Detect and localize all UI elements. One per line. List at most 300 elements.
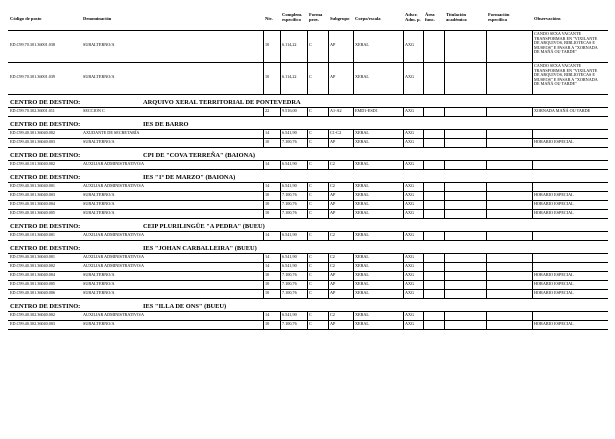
row-denominacion: SUBALTERNO/A — [83, 139, 115, 144]
row-complemento: 6.541,90 — [282, 161, 297, 166]
centro-heading — [8, 150, 608, 160]
column-divider — [403, 263, 404, 271]
row-niv: 10 — [265, 192, 270, 197]
column-divider — [280, 161, 281, 169]
row-subgrupo: C2 — [330, 161, 335, 166]
column-divider — [280, 31, 281, 62]
column-divider — [423, 263, 424, 271]
table-row — [8, 63, 608, 94]
column-divider — [486, 272, 487, 280]
column-divider — [280, 201, 281, 209]
column-divider — [444, 201, 445, 209]
row-rule — [8, 94, 608, 95]
column-divider — [486, 130, 487, 138]
row-forma-prov: C — [309, 201, 312, 206]
header-corpo-escala: Corpo/escala — [355, 16, 381, 21]
row-observacions: CANDO SEXA VACANTE TRANSFORMAR EN "VIXILANTE DE ARQUIVOS, BIBLIOTECAS E MUSEOS" E PASAR A "XORNADA DE MAÑÁ OU TARDE" — [534, 63, 598, 87]
column-divider — [328, 321, 329, 329]
column-divider — [280, 263, 281, 271]
header-codigo: Código de posto — [10, 16, 42, 21]
column-divider — [403, 31, 404, 62]
column-divider — [263, 130, 264, 138]
centro-name: CPI DE "COVA TERREÑA" (BAIONA) — [143, 152, 255, 159]
row-adscr-adm: AXG — [405, 42, 415, 47]
column-divider — [263, 290, 264, 298]
row-adscr-adm: AXG — [405, 281, 415, 286]
row-complemento: 6.114,22 — [282, 42, 297, 47]
row-complemento: 7.100,76 — [282, 192, 297, 197]
row-rule — [8, 240, 608, 241]
row-observacions: HORARIO ESPECIAL — [534, 290, 574, 295]
column-divider — [532, 108, 533, 116]
row-codigo: ED.C99.40.301.36040.004 — [10, 201, 56, 206]
header-complemento: Complem. específico — [282, 12, 303, 22]
column-divider — [423, 31, 424, 62]
table-row — [8, 108, 608, 116]
row-denominacion: SUBALTERNO/A — [83, 192, 115, 197]
row-forma-prov: C — [309, 161, 312, 166]
column-divider — [263, 183, 264, 191]
row-adscr-adm: AXG — [405, 312, 415, 317]
row-denominacion: SECCION C — [83, 108, 105, 113]
centro-heading — [8, 243, 608, 253]
table-row — [8, 201, 608, 209]
column-divider — [403, 130, 404, 138]
header-subgrupo: Subgrupo — [330, 16, 350, 21]
column-divider — [403, 183, 404, 191]
column-divider — [263, 210, 264, 218]
row-rule — [8, 116, 608, 117]
row-denominacion: AUXILIAR ADMINISTRATIVO/A — [83, 254, 145, 259]
column-divider — [328, 232, 329, 240]
column-divider — [444, 232, 445, 240]
column-divider — [403, 272, 404, 280]
column-divider — [532, 254, 533, 262]
column-divider — [444, 272, 445, 280]
column-divider — [486, 31, 487, 62]
centro-name: IES "JOHAN CARBALLEIRA" (BUEU) — [143, 245, 257, 252]
row-denominacion: AUXILIAR ADMINISTRATIVO/A — [83, 232, 145, 237]
column-divider — [328, 254, 329, 262]
row-forma-prov: C — [309, 210, 312, 215]
row-complemento: 7.100,76 — [282, 272, 297, 277]
centro-heading — [8, 221, 608, 231]
centro-label: CENTRO DE DESTINO: — [10, 174, 81, 181]
column-divider — [353, 210, 354, 218]
row-subgrupo: AP — [330, 74, 336, 79]
row-adscr-adm: AXG — [405, 201, 415, 206]
row-denominacion: SUBALTERNO/A — [83, 290, 115, 295]
column-divider — [328, 281, 329, 289]
column-divider — [532, 192, 533, 200]
row-corpo-escala: XERAL — [355, 74, 369, 79]
row-codigo: ED.C99.70.301.36001.039 — [10, 74, 56, 79]
column-divider — [328, 312, 329, 320]
column-divider — [263, 281, 264, 289]
column-divider — [532, 63, 533, 94]
column-divider — [532, 312, 533, 320]
row-denominacion: SUBALTERNO/A — [83, 201, 115, 206]
column-divider — [486, 183, 487, 191]
column-divider — [307, 232, 308, 240]
column-divider — [486, 254, 487, 262]
table-header — [8, 6, 608, 30]
row-subgrupo: C2 — [330, 312, 335, 317]
row-adscr-adm: AXG — [405, 321, 415, 326]
column-divider — [532, 321, 533, 329]
column-divider — [486, 263, 487, 271]
column-divider — [486, 161, 487, 169]
column-divider — [328, 272, 329, 280]
centro-name: ARQUIVO XERAL TERRITORIAL DE PONTEVEDRA — [143, 99, 301, 106]
row-corpo-escala: XERAL — [355, 42, 369, 47]
header-area-func: Área func. — [425, 12, 435, 22]
column-divider — [307, 281, 308, 289]
column-divider — [403, 139, 404, 147]
row-subgrupo: AP — [330, 321, 336, 326]
row-niv: 10 — [265, 201, 270, 206]
row-niv: 14 — [265, 161, 270, 166]
header-observacions: Observacións — [534, 16, 561, 21]
column-divider — [263, 161, 264, 169]
column-divider — [307, 161, 308, 169]
column-divider — [532, 210, 533, 218]
table-row — [8, 281, 608, 289]
row-codigo: ED.C99.40.301.36040.005 — [10, 281, 56, 286]
row-niv: 10 — [265, 272, 270, 277]
row-corpo-escala: XERAL — [355, 321, 369, 326]
row-niv: 10 — [265, 290, 270, 295]
row-adscr-adm: AXG — [405, 192, 415, 197]
column-divider — [263, 263, 264, 271]
row-adscr-adm: AXG — [405, 139, 415, 144]
row-corpo-escala: XERAL — [355, 210, 369, 215]
row-subgrupo: AP — [330, 42, 336, 47]
row-codigo: ED.C99.40.301.36040.001 — [10, 254, 56, 259]
row-complemento: 6.541,90 — [282, 263, 297, 268]
column-divider — [532, 232, 533, 240]
column-divider — [423, 192, 424, 200]
column-divider — [353, 63, 354, 94]
column-divider — [532, 281, 533, 289]
column-divider — [423, 161, 424, 169]
row-codigo: ED.C99.40.301.36040.003 — [10, 139, 56, 144]
column-divider — [444, 254, 445, 262]
row-observacions: HORARIO ESPECIAL — [534, 201, 574, 206]
row-adscr-adm: AXG — [405, 263, 415, 268]
row-forma-prov: C — [309, 139, 312, 144]
column-divider — [353, 201, 354, 209]
row-complemento: 6.541,90 — [282, 183, 297, 188]
column-divider — [423, 254, 424, 262]
column-divider — [403, 232, 404, 240]
column-divider — [444, 108, 445, 116]
row-codigo: ED.C99.40.301.36040.002 — [10, 263, 56, 268]
row-denominacion: SUBALTERNO/A — [83, 321, 115, 326]
row-subgrupo: C1-C2 — [330, 130, 342, 135]
column-divider — [307, 321, 308, 329]
centro-label: CENTRO DE DESTINO: — [10, 99, 81, 106]
column-divider — [403, 210, 404, 218]
header-forma-prov: Forma prov. — [309, 12, 323, 22]
column-divider — [486, 201, 487, 209]
row-corpo-escala: XERAL — [355, 130, 369, 135]
row-complemento: 9.516,00 — [282, 108, 297, 113]
row-denominacion: AUXILIAR ADMINISTRATIVO/A — [83, 161, 145, 166]
column-divider — [486, 139, 487, 147]
column-divider — [423, 321, 424, 329]
column-divider — [486, 290, 487, 298]
column-divider — [353, 108, 354, 116]
row-codigo: ED.C99.40.301.36040.003 — [10, 192, 56, 197]
row-observacions: CANDO SEXA VACANTE TRANSFORMAR EN "VIXILANTE DE ARQUIVOS, BIBLIOTECAS E MUSEOS" E PASAR A "XORNADA DE MAÑÁ OU TARDE" — [534, 31, 598, 55]
row-forma-prov: C — [309, 290, 312, 295]
column-divider — [280, 139, 281, 147]
column-divider — [280, 130, 281, 138]
column-divider — [444, 210, 445, 218]
row-forma-prov: C — [309, 130, 312, 135]
row-niv: 14 — [265, 130, 270, 135]
column-divider — [532, 201, 533, 209]
row-complemento: 7.100,76 — [282, 201, 297, 206]
column-divider — [423, 108, 424, 116]
row-subgrupo: AP — [330, 210, 336, 215]
row-adscr-adm: AXG — [405, 74, 415, 79]
column-divider — [423, 272, 424, 280]
row-corpo-escala: XERAL — [355, 254, 369, 259]
column-divider — [423, 210, 424, 218]
column-divider — [444, 139, 445, 147]
column-divider — [444, 31, 445, 62]
column-divider — [280, 210, 281, 218]
column-divider — [263, 192, 264, 200]
row-corpo-escala: XERAL — [355, 312, 369, 317]
table-row — [8, 263, 608, 271]
column-divider — [403, 161, 404, 169]
row-complemento: 6.541,90 — [282, 254, 297, 259]
row-complemento: 7.100,76 — [282, 321, 297, 326]
column-divider — [307, 192, 308, 200]
column-divider — [423, 130, 424, 138]
column-divider — [423, 139, 424, 147]
row-niv: 10 — [265, 42, 270, 47]
row-forma-prov: C — [309, 74, 312, 79]
table-row — [8, 31, 608, 62]
table-body — [8, 31, 608, 330]
row-subgrupo: C2 — [330, 232, 335, 237]
column-divider — [328, 263, 329, 271]
row-adscr-adm: AXG — [405, 272, 415, 277]
row-denominacion: SUBALTERNO/A — [83, 272, 115, 277]
row-adscr-adm: AXG — [405, 183, 415, 188]
column-divider — [307, 272, 308, 280]
row-subgrupo: AP — [330, 201, 336, 206]
row-observacions: HORARIO ESPECIAL — [534, 272, 574, 277]
row-corpo-escala: XERAL — [355, 183, 369, 188]
column-divider — [532, 183, 533, 191]
row-forma-prov: C — [309, 263, 312, 268]
column-divider — [307, 210, 308, 218]
column-divider — [444, 263, 445, 271]
row-complemento: 7.100,76 — [282, 210, 297, 215]
column-divider — [263, 254, 264, 262]
column-divider — [403, 290, 404, 298]
row-niv: 14 — [265, 183, 270, 188]
column-divider — [423, 183, 424, 191]
column-divider — [263, 201, 264, 209]
row-denominacion: AUXILIAR ADMINISTRATIVO/A — [83, 183, 145, 188]
column-divider — [486, 192, 487, 200]
column-divider — [353, 321, 354, 329]
column-divider — [423, 281, 424, 289]
column-divider — [486, 232, 487, 240]
column-divider — [444, 192, 445, 200]
column-divider — [353, 31, 354, 62]
centro-name: IES "1º DE MARZO" (BAIONA) — [143, 174, 236, 181]
column-divider — [307, 312, 308, 320]
header-formacion: Formación específica — [488, 12, 510, 22]
column-divider — [486, 63, 487, 94]
column-divider — [423, 290, 424, 298]
centro-label: CENTRO DE DESTINO: — [10, 303, 81, 310]
column-divider — [328, 130, 329, 138]
row-denominacion: AXUDANTE DE SECRETARÍA — [83, 130, 140, 135]
row-rule — [8, 169, 608, 170]
column-divider — [403, 281, 404, 289]
row-corpo-escala: XERAL — [355, 139, 369, 144]
row-complemento: 7.100,76 — [282, 290, 297, 295]
row-forma-prov: C — [309, 272, 312, 277]
row-codigo: ED.C99.40.301.36040.002 — [10, 130, 56, 135]
row-corpo-escala: XERAL — [355, 290, 369, 295]
row-denominacion: AUXILIAR ADMINISTRATIVO/A — [83, 263, 145, 268]
centro-label: CENTRO DE DESTINO: — [10, 121, 81, 128]
column-divider — [307, 290, 308, 298]
column-divider — [263, 321, 264, 329]
column-divider — [532, 290, 533, 298]
row-adscr-adm: AXG — [405, 161, 415, 166]
column-divider — [280, 281, 281, 289]
column-divider — [353, 161, 354, 169]
column-divider — [403, 254, 404, 262]
column-divider — [444, 63, 445, 94]
row-observacions: HORARIO ESPECIAL — [534, 192, 574, 197]
column-divider — [263, 63, 264, 94]
row-corpo-escala: XERAL — [355, 192, 369, 197]
row-denominacion: SUBALTERNO/A — [83, 210, 115, 215]
row-corpo-escala: XERAL — [355, 161, 369, 166]
row-codigo: ED.C99.40.301.36040.006 — [10, 290, 56, 295]
column-divider — [353, 263, 354, 271]
row-codigo: ED.C99.40.301.36040.004 — [10, 272, 56, 277]
column-divider — [353, 272, 354, 280]
column-divider — [423, 312, 424, 320]
table-row — [8, 290, 608, 298]
row-subgrupo: AP — [330, 272, 336, 277]
row-observacions: HORARIO ESPECIAL — [534, 321, 574, 326]
row-codigo: ED.C99.40.101.36040.002 — [10, 161, 56, 166]
column-divider — [307, 63, 308, 94]
column-divider — [328, 192, 329, 200]
row-subgrupo: AP — [330, 281, 336, 286]
column-divider — [307, 108, 308, 116]
column-divider — [263, 31, 264, 62]
row-forma-prov: C — [309, 281, 312, 286]
column-divider — [403, 312, 404, 320]
column-divider — [423, 201, 424, 209]
table-row — [8, 321, 608, 329]
column-divider — [532, 272, 533, 280]
row-subgrupo: A1-A2 — [330, 108, 342, 113]
column-divider — [328, 31, 329, 62]
row-subgrupo: C2 — [330, 254, 335, 259]
column-divider — [532, 130, 533, 138]
column-divider — [444, 130, 445, 138]
row-adscr-adm: AXG — [405, 232, 415, 237]
column-divider — [353, 183, 354, 191]
column-divider — [280, 183, 281, 191]
table-row — [8, 139, 608, 147]
column-divider — [263, 312, 264, 320]
centro-heading — [8, 97, 608, 107]
column-divider — [280, 232, 281, 240]
column-divider — [328, 290, 329, 298]
centro-heading — [8, 119, 608, 129]
column-divider — [328, 161, 329, 169]
row-niv: 10 — [265, 210, 270, 215]
row-codigo: ED.C99.40.301.36040.005 — [10, 210, 56, 215]
column-divider — [403, 108, 404, 116]
column-divider — [328, 201, 329, 209]
column-divider — [444, 183, 445, 191]
row-forma-prov: C — [309, 42, 312, 47]
column-divider — [353, 130, 354, 138]
row-complemento: 7.100,76 — [282, 139, 297, 144]
row-codigo: ED.C99.70.301.36001.038 — [10, 42, 56, 47]
row-niv: 14 — [265, 263, 270, 268]
row-observacions: HORARIO ESPECIAL — [534, 210, 574, 215]
row-rule — [8, 147, 608, 148]
row-observacions: HORARIO ESPECIAL — [534, 139, 574, 144]
row-rule — [8, 298, 608, 299]
row-adscr-adm: AXG — [405, 210, 415, 215]
row-complemento: 6.541,90 — [282, 232, 297, 237]
centro-heading — [8, 301, 608, 311]
row-denominacion: SUBALTERNO/A — [83, 42, 115, 47]
column-divider — [444, 290, 445, 298]
column-divider — [307, 254, 308, 262]
column-divider — [444, 312, 445, 320]
column-divider — [263, 232, 264, 240]
column-divider — [280, 192, 281, 200]
column-divider — [353, 281, 354, 289]
row-subgrupo: AP — [330, 139, 336, 144]
row-forma-prov: C — [309, 312, 312, 317]
column-divider — [486, 312, 487, 320]
row-complemento: 6.541,90 — [282, 130, 297, 135]
column-divider — [328, 139, 329, 147]
row-complemento: 7.100,76 — [282, 281, 297, 286]
centro-label: CENTRO DE DESTINO: — [10, 245, 81, 252]
row-niv: 10 — [265, 139, 270, 144]
row-subgrupo: C2 — [330, 263, 335, 268]
row-codigo: ED.C99.70.302.36001.011 — [10, 108, 55, 113]
table-row — [8, 183, 608, 191]
row-forma-prov: C — [309, 254, 312, 259]
column-divider — [353, 139, 354, 147]
row-forma-prov: C — [309, 183, 312, 188]
header-adscr-adm: Adscr. Adm. p. — [405, 12, 421, 22]
